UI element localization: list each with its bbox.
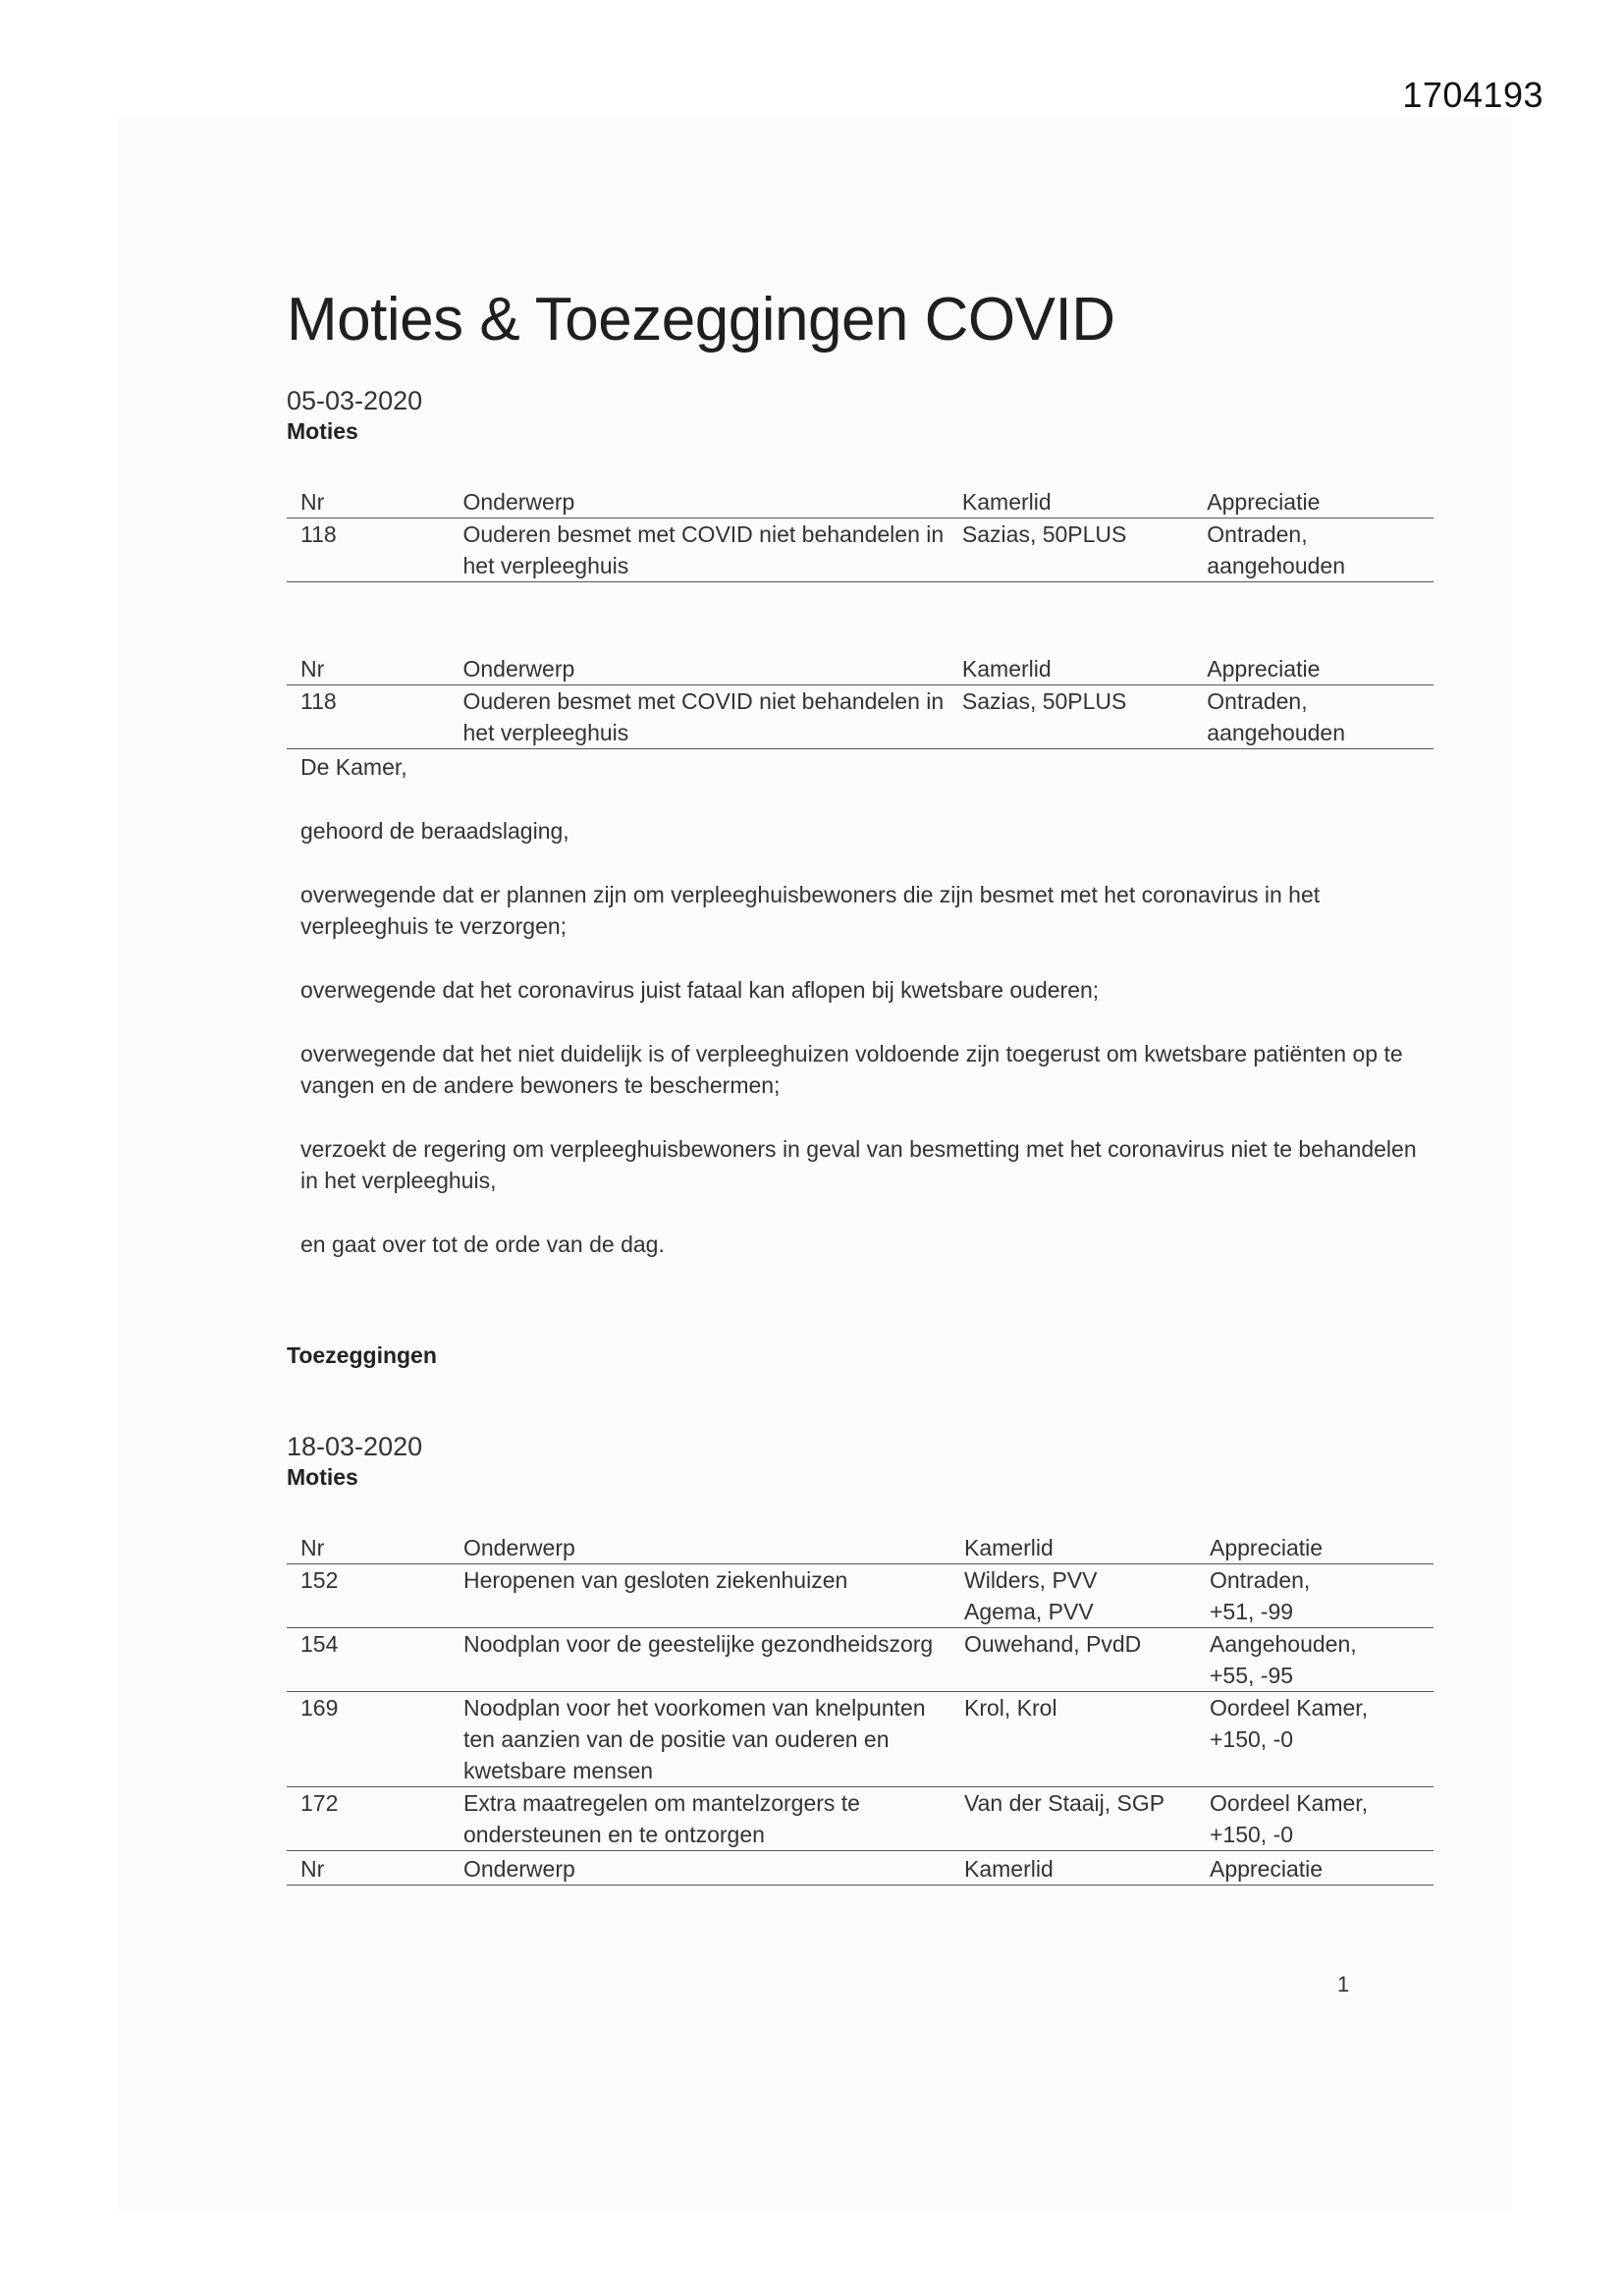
cell-nr: 169 xyxy=(287,1692,450,1787)
page-content xyxy=(287,285,1434,1886)
col-appreciatie: Appreciatie xyxy=(1193,651,1434,685)
kamerlid-line: Krol, Krol xyxy=(964,1695,1057,1721)
table-row xyxy=(287,1628,1434,1692)
cell-nr: 118 xyxy=(287,519,450,582)
appreciatie-line: +150, -0 xyxy=(1210,1726,1294,1752)
document-id: 1704193 xyxy=(1402,75,1543,115)
kamerlid-line: Agema, PVV xyxy=(964,1599,1094,1624)
appreciatie-line: +150, -0 xyxy=(1210,1822,1294,1847)
table-row xyxy=(287,1692,1434,1787)
motion-paragraph: overwegende dat het coronavirus juist fataal kan aflopen bij kwetsbare ouderen; xyxy=(300,977,1100,1003)
col-onderwerp: Onderwerp xyxy=(450,1530,950,1564)
moties-label: Moties xyxy=(287,418,358,444)
page-title: Moties & Toezeggingen COVID xyxy=(287,286,1115,354)
table-header xyxy=(287,1530,1434,1564)
appreciatie-line: Oordeel Kamer, xyxy=(1210,1790,1369,1816)
table-row xyxy=(287,519,1434,582)
cell-kamerlid: Sazias, 50PLUS xyxy=(948,519,1193,582)
col-kamerlid: Kamerlid xyxy=(948,651,1193,685)
cell-nr: 118 xyxy=(287,685,450,749)
col-onderwerp: Onderwerp xyxy=(450,484,948,519)
section-date: 18-03-2020 xyxy=(287,1432,423,1461)
cell-nr: 154 xyxy=(287,1628,450,1692)
appreciatie-line: Aangehouden, xyxy=(1210,1631,1357,1657)
cell-kamerlid xyxy=(950,1692,1196,1787)
table-header xyxy=(287,651,1434,685)
cell-appreciatie: Ontraden, aangehouden xyxy=(1193,519,1434,582)
motion-text xyxy=(300,751,1430,1260)
table-row xyxy=(287,685,1434,749)
motions-table-2 xyxy=(287,1530,1434,1886)
col-nr: Nr xyxy=(287,1851,450,1886)
col-nr: Nr xyxy=(287,651,450,685)
appreciatie-line: Oordeel Kamer, xyxy=(1210,1695,1369,1721)
cell-nr: 152 xyxy=(287,1564,450,1628)
col-onderwerp: Onderwerp xyxy=(450,651,948,685)
motion-paragraph: overwegende dat het niet duidelijk is of verpleeghuizen voldoende zijn toegerust om kwetsbare patiënten op te vangen en de andere bewoners te beschermen; xyxy=(300,1041,1403,1098)
table-footer-header xyxy=(287,1851,1434,1886)
kamerlid-line: Wilders, PVV xyxy=(964,1567,1098,1593)
cell-nr: 172 xyxy=(287,1787,450,1851)
col-nr: Nr xyxy=(287,1530,450,1564)
appreciatie-line: +55, -95 xyxy=(1210,1663,1294,1688)
col-onderwerp: Onderwerp xyxy=(450,1851,950,1886)
motions-table-1 xyxy=(287,484,1434,582)
cell-appreciatie xyxy=(1196,1692,1434,1787)
cell-onderwerp: Ouderen besmet met COVID niet behandelen in het verpleeghuis xyxy=(450,519,948,582)
cell-onderwerp: Extra maatregelen om mantelzorgers te ondersteunen en te ontzorgen xyxy=(450,1787,950,1851)
col-appreciatie: Appreciatie xyxy=(1196,1851,1434,1886)
cell-kamerlid xyxy=(950,1564,1196,1628)
cell-appreciatie xyxy=(1196,1787,1434,1851)
appreciatie-line: +51, -99 xyxy=(1210,1599,1294,1624)
kamerlid-line: Ouwehand, PvdD xyxy=(964,1631,1142,1657)
col-nr: Nr xyxy=(287,484,450,519)
kamerlid-line: Van der Staaij, SGP xyxy=(964,1790,1165,1816)
cell-onderwerp: Noodplan voor het voorkomen van knelpunten ten aanzien van de positie van ouderen en kwetsbare mensen xyxy=(450,1692,950,1787)
motion-paragraph: en gaat over tot de orde van de dag. xyxy=(300,1231,665,1257)
motion-detail-table xyxy=(287,651,1434,749)
section-date: 05-03-2020 xyxy=(287,386,423,415)
cell-kamerlid xyxy=(950,1787,1196,1851)
motion-paragraph: gehoord de beraadslaging, xyxy=(300,818,569,844)
toezeggingen-label: Toezeggingen xyxy=(287,1342,437,1368)
moties-label: Moties xyxy=(287,1464,358,1490)
cell-onderwerp: Ouderen besmet met COVID niet behandelen in het verpleeghuis xyxy=(450,685,948,749)
cell-appreciatie xyxy=(1196,1564,1434,1628)
cell-onderwerp: Noodplan voor de geestelijke gezondheidszorg xyxy=(450,1628,950,1692)
col-appreciatie: Appreciatie xyxy=(1193,484,1434,519)
appreciatie-line: Ontraden, xyxy=(1210,1567,1311,1593)
page-number: 1 xyxy=(1337,1972,1350,1996)
col-appreciatie: Appreciatie xyxy=(1196,1530,1434,1564)
cell-kamerlid xyxy=(950,1628,1196,1692)
col-kamerlid: Kamerlid xyxy=(948,484,1193,519)
table-row xyxy=(287,1564,1434,1628)
cell-appreciatie xyxy=(1196,1628,1434,1692)
cell-onderwerp: Heropenen van gesloten ziekenhuizen xyxy=(450,1564,950,1628)
table-header xyxy=(287,484,1434,519)
table-row xyxy=(287,1787,1434,1851)
motion-paragraph: overwegende dat er plannen zijn om verpleeghuisbewoners die zijn besmet met het coronavirus in het verpleeghuis te verzorgen; xyxy=(300,882,1321,939)
cell-kamerlid: Sazias, 50PLUS xyxy=(948,685,1193,749)
motion-paragraph: verzoekt de regering om verpleeghuisbewoners in geval van besmetting met het coronavirus niet te behandelen in het verpleeghuis, xyxy=(300,1136,1417,1193)
col-kamerlid: Kamerlid xyxy=(950,1851,1196,1886)
motion-paragraph: De Kamer, xyxy=(300,754,407,780)
cell-appreciatie: Ontraden, aangehouden xyxy=(1193,685,1434,749)
col-kamerlid: Kamerlid xyxy=(950,1530,1196,1564)
